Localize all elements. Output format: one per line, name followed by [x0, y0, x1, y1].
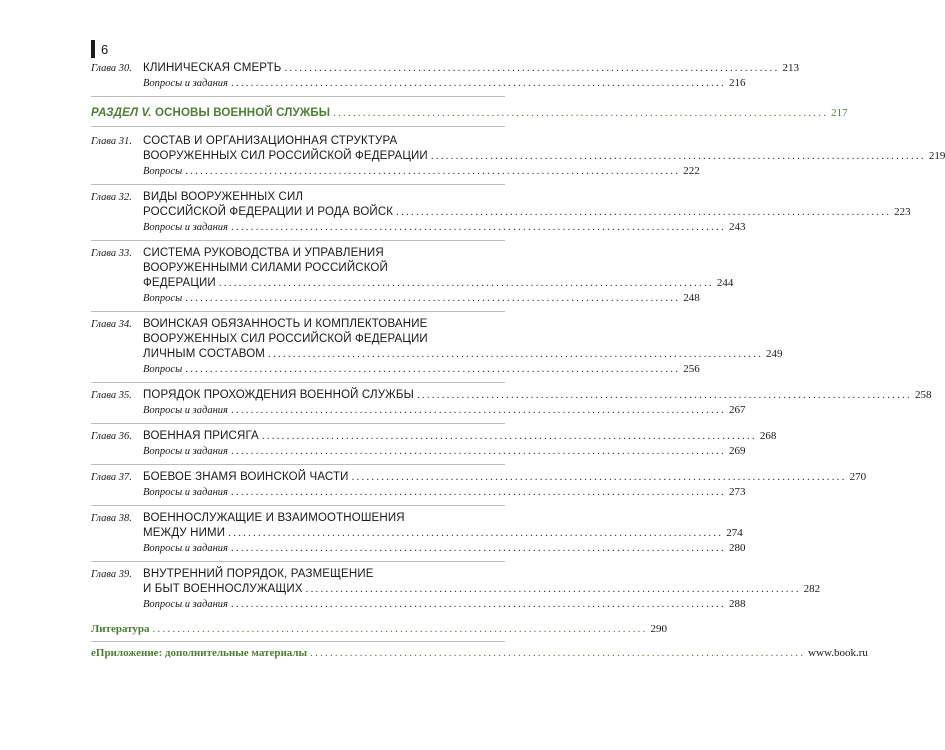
chapter-label: Глава 35.	[91, 390, 132, 401]
section-prefix: РАЗДЕЛ V.	[91, 107, 152, 119]
toc-entry-chapter-34	[91, 317, 783, 383]
dot-leader: ....................................................................................................	[351, 471, 847, 483]
toc-entry-chapter-32	[91, 190, 911, 241]
dot-leader: ....................................................................................................	[416, 389, 912, 401]
toc-entry-chapter-33	[91, 246, 734, 312]
page-ref: 222	[683, 165, 700, 177]
page-ref: 243	[728, 221, 746, 233]
page-ref: 268	[759, 430, 777, 442]
chapter-title[interactable]: ПОРЯДОК ПРОХОЖДЕНИЯ ВОЕННОЙ СЛУЖБЫ	[143, 389, 414, 401]
dot-leader: ....................................................................................................	[230, 542, 726, 554]
dot-leader: ....................................................................................................	[228, 527, 724, 539]
questions-label[interactable]: Вопросы	[143, 293, 183, 304]
dot-leader: ....................................................................................................	[230, 404, 726, 416]
page-ref: 267	[728, 404, 746, 416]
chapter-title-line[interactable]: РОССИЙСКОЙ ФЕДЕРАЦИИ И РОДА ВОЙСК	[143, 206, 394, 218]
chapter-title[interactable]: БОЕВОЕ ЗНАМЯ ВОИНСКОЙ ЧАСТИ	[143, 471, 349, 483]
toc-entry-appendix	[91, 646, 868, 661]
page-ref: 248	[683, 292, 700, 304]
dot-leader: ....................................................................................................	[284, 62, 780, 74]
chapter-label: Глава 39.	[91, 569, 132, 580]
page-ref: 280	[728, 542, 746, 554]
table-of-contents	[91, 61, 945, 661]
chapter-title-line[interactable]: ВНУТРЕННИЙ ПОРЯДОК, РАЗМЕЩЕНИЕ	[143, 568, 374, 580]
page-number	[91, 40, 108, 58]
chapter-title-line[interactable]: ВОЕННОСЛУЖАЩИЕ И ВЗАИМООТНОШЕНИЯ	[143, 512, 405, 524]
page-ref: 282	[803, 583, 821, 595]
questions-label[interactable]: Вопросы и задания	[143, 222, 228, 233]
questions-label[interactable]: Вопросы и задания	[143, 487, 228, 498]
page-ref: 274	[726, 527, 743, 539]
dot-leader: ....................................................................................................	[185, 363, 681, 375]
toc-entry-chapter-35	[91, 388, 932, 424]
chapter-label: Глава 30.	[91, 63, 132, 74]
page-ref: 256	[683, 363, 700, 375]
toc-entry-chapter-31	[91, 134, 945, 185]
section-name: ОСНОВЫ ВОЕННОЙ СЛУЖБЫ	[154, 107, 331, 119]
dot-leader: ....................................................................................................	[430, 150, 926, 162]
chapter-title-line[interactable]: ЛИЧНЫМ СОСТАВОМ	[143, 348, 266, 360]
chapter-label: Глава 32.	[91, 192, 132, 203]
dot-leader: ....................................................................................................	[185, 165, 681, 177]
section-title[interactable]	[91, 106, 330, 121]
page-ref: 213	[782, 62, 799, 74]
page-ref: 269	[728, 445, 746, 457]
chapter-title-line[interactable]: МЕЖДУ НИМИ	[143, 527, 226, 539]
dot-leader: ....................................................................................................	[218, 277, 714, 289]
chapter-label: Глава 37.	[91, 472, 132, 483]
chapter-title-line[interactable]: ВООРУЖЕННЫХ СИЛ РОССИЙСКОЙ ФЕДЕРАЦИИ	[143, 333, 428, 345]
chapter-title-line[interactable]: И БЫТ ВОЕННОСЛУЖАЩИХ	[143, 583, 303, 595]
page-ref: 219	[928, 150, 945, 162]
page-ref: 223	[894, 206, 911, 218]
questions-label[interactable]: Вопросы и задания	[143, 78, 228, 89]
appendix-title[interactable]: еПриложение: дополнительные материалы	[91, 647, 308, 659]
toc-entry-chapter-39	[91, 567, 821, 616]
chapter-title-line[interactable]: ФЕДЕРАЦИИ	[143, 277, 216, 289]
chapter-title-line[interactable]: ВОИНСКАЯ ОБЯЗАННОСТЬ И КОМПЛЕКТОВАНИЕ	[143, 318, 428, 330]
questions-label[interactable]: Вопросы	[143, 166, 183, 177]
toc-section-5	[91, 106, 848, 127]
dot-leader: ....................................................................................................	[230, 598, 726, 610]
questions-label[interactable]: Вопросы и задания	[143, 599, 228, 610]
chapter-title-line[interactable]: ВООРУЖЕННЫХ СИЛ РОССИЙСКОЙ ФЕДЕРАЦИИ	[143, 150, 428, 162]
page-ref: 258	[914, 389, 932, 401]
dot-leader: ....................................................................................................	[396, 206, 892, 218]
questions-label[interactable]: Вопросы и задания	[143, 446, 228, 457]
questions-label[interactable]: Вопросы и задания	[143, 543, 228, 554]
chapter-title-line[interactable]: СОСТАВ И ОРГАНИЗАЦИОННАЯ СТРУКТУРА	[143, 135, 398, 147]
chapter-label: Глава 38.	[91, 513, 132, 524]
toc-entry-literature	[91, 622, 668, 642]
questions-label[interactable]: Вопросы	[143, 364, 183, 375]
chapter-title[interactable]: КЛИНИЧЕСКАЯ СМЕРТЬ	[143, 62, 282, 74]
page-ref: 217	[831, 107, 848, 119]
toc-entry-chapter-30	[91, 61, 799, 97]
chapter-title-line[interactable]: ВИДЫ ВООРУЖЕННЫХ СИЛ	[143, 191, 304, 203]
chapter-title[interactable]: ВОЕННАЯ ПРИСЯГА	[143, 430, 259, 442]
dot-leader: ....................................................................................................	[230, 77, 726, 89]
dot-leader: ....................................................................................................	[261, 430, 757, 442]
chapter-label: Глава 33.	[91, 248, 132, 259]
toc-entry-chapter-36	[91, 429, 777, 465]
chapter-label: Глава 36.	[91, 431, 132, 442]
dot-leader: ....................................................................................................	[230, 445, 726, 457]
page-ref: 249	[766, 348, 783, 360]
questions-label[interactable]: Вопросы и задания	[143, 405, 228, 416]
page-number-text: 6	[101, 41, 109, 57]
toc-entry-chapter-37	[91, 470, 867, 506]
literature-title[interactable]: Литература	[91, 623, 150, 635]
dot-leader: ....................................................................................................	[230, 221, 726, 233]
dot-leader: ....................................................................................................	[185, 292, 681, 304]
dot-leader: ....................................................................................................	[268, 348, 764, 360]
toc-entry-chapter-38	[91, 511, 746, 562]
page-marker-bar	[91, 40, 95, 58]
chapter-label: Глава 34.	[91, 319, 132, 330]
page-ref: 270	[849, 471, 867, 483]
dot-leader: ....................................................................................................	[310, 647, 806, 659]
dot-leader: ....................................................................................................	[230, 486, 726, 498]
chapter-label: Глава 31.	[91, 136, 132, 147]
page-ref: 288	[728, 598, 746, 610]
chapter-title-line[interactable]: ВООРУЖЕННЫМИ СИЛАМИ РОССИЙСКОЙ	[143, 262, 388, 274]
page-ref: 273	[728, 486, 746, 498]
dot-leader: ....................................................................................................	[152, 623, 648, 635]
dot-leader: ....................................................................................................	[333, 107, 829, 119]
dot-leader: ....................................................................................................	[305, 583, 801, 595]
page-ref: 290	[650, 623, 668, 635]
chapter-title-line[interactable]: СИСТЕМА РУКОВОДСТВА И УПРАВЛЕНИЯ	[143, 247, 384, 259]
appendix-link[interactable]: www.book.ru	[808, 647, 868, 659]
page-ref: 216	[728, 77, 746, 89]
page-ref: 244	[716, 277, 734, 289]
